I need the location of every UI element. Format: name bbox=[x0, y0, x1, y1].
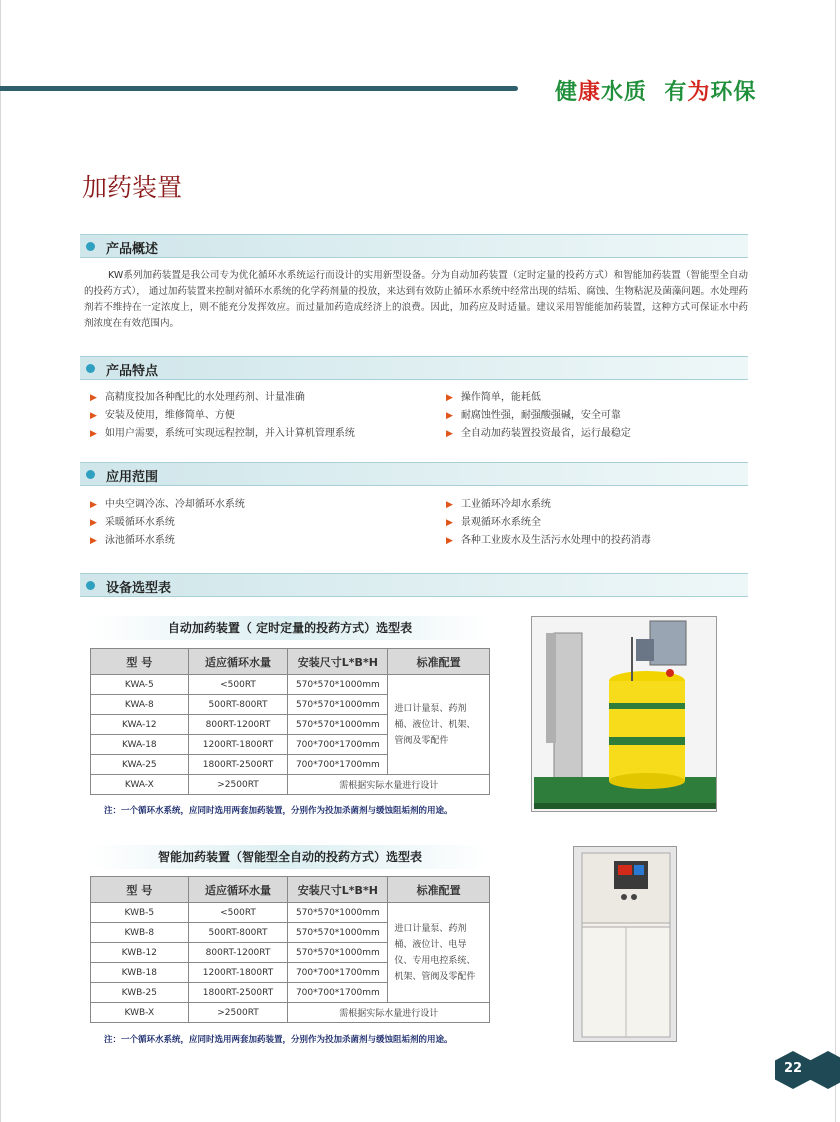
list-item-text: 安装及使用，维修简单、方便 bbox=[104, 410, 235, 421]
slogan-char: 水质 bbox=[601, 80, 648, 105]
page-number: 22 bbox=[783, 1061, 803, 1076]
overview-paragraph: KW系列加药装置是我公司专为优化循环水系统运行而设计的实用新型设备。分为自动加药装置（定时定量的投药方式）和智能加药装置（智能型全自动的投药方式）， 通过加药装置来控制对循环水系统的化学药剂量的投放，来达到有效防止循环水系统中经常出现的结垢、腐蚀、生物粘泥及菌藻问题。水处理药剂若不维持在一定浓度上，则不能充分发挥效应。而过量加药造成经济上的浪费。因此，加药应及时适量。建议采用智能能加药装置，这种方式可保证水中药剂浓度在有效范围内。 bbox=[84, 270, 748, 329]
arrow-right-icon: ▶ bbox=[446, 500, 453, 510]
table2-footnote: 注：一个循环水系统，应同时选用两套加药装置，分别作为投加杀菌剂与缓蚀阻垢剂的用途。 bbox=[104, 1035, 453, 1045]
table-row bbox=[91, 903, 490, 923]
table-header-row bbox=[91, 877, 490, 903]
list-item bbox=[446, 496, 651, 514]
table-cell: 1800RT-2500RT bbox=[188, 983, 288, 1003]
table-cell: 1200RT-1800RT bbox=[188, 735, 288, 755]
section-title: 产品概述 bbox=[106, 242, 159, 257]
bullet-dot-icon bbox=[86, 470, 95, 479]
table-cell: 570*570*1000mm bbox=[288, 943, 388, 963]
section-title: 产品特点 bbox=[106, 364, 159, 379]
table-cell: 570*570*1000mm bbox=[288, 923, 388, 943]
overview-text bbox=[84, 268, 748, 332]
section-header-applications bbox=[80, 462, 748, 486]
table2-caption: 智能加药装置（智能型全自动的投药方式）选型表 bbox=[90, 845, 490, 869]
list-item bbox=[90, 514, 245, 532]
applications-left-list bbox=[90, 496, 245, 550]
section-header-overview bbox=[80, 234, 748, 258]
table-cell: KWA-25 bbox=[91, 755, 189, 775]
page-title: 加药装置 bbox=[82, 173, 183, 202]
table-row bbox=[91, 675, 490, 695]
arrow-right-icon: ▶ bbox=[446, 411, 453, 421]
table-cell: 570*570*1000mm bbox=[288, 675, 388, 695]
table-cell: KWB-18 bbox=[91, 963, 189, 983]
table1-caption: 自动加药装置（ 定时定量的投药方式）选型表 bbox=[90, 616, 490, 640]
list-item-text: 工业循环冷却水系统 bbox=[460, 499, 551, 510]
table-cell: 570*570*1000mm bbox=[288, 715, 388, 735]
list-item-text: 操作简单，能耗低 bbox=[460, 392, 541, 403]
config-cell: 进口计量泵、药剂桶、液位计、电导仪、专用电控系统、机架、管阀及零配件 bbox=[388, 903, 490, 1003]
table-cell: KWA-12 bbox=[91, 715, 189, 735]
table-cell: KWB-25 bbox=[91, 983, 189, 1003]
list-item-text: 中央空调冷冻、冷却循环水系统 bbox=[104, 499, 245, 510]
list-item-text: 各种工业废水及生活污水处理中的投药消毒 bbox=[460, 535, 651, 546]
arrow-right-icon: ▶ bbox=[90, 429, 97, 439]
slogan bbox=[555, 75, 756, 106]
slogan-char: 为 bbox=[687, 80, 711, 105]
table-cell: 需根据实际水量进行设计 bbox=[288, 775, 490, 795]
list-item-text: 全自动加药装置投资最省，运行最稳定 bbox=[460, 428, 631, 439]
arrow-right-icon: ▶ bbox=[446, 393, 453, 403]
list-item-text: 采暖循环水系统 bbox=[104, 517, 175, 528]
list-item bbox=[90, 425, 355, 443]
table-cell: 500RT-800RT bbox=[188, 695, 288, 715]
column-header: 型 号 bbox=[91, 649, 189, 675]
table-row bbox=[91, 775, 490, 795]
list-item bbox=[90, 389, 355, 407]
list-item bbox=[90, 407, 355, 425]
table-cell: KWB-8 bbox=[91, 923, 189, 943]
list-item bbox=[446, 407, 631, 425]
features-left-list bbox=[90, 389, 355, 443]
applications-right-list bbox=[446, 496, 651, 550]
slogan-char: 环保 bbox=[710, 80, 757, 105]
smart-dosing-device-photo bbox=[573, 846, 677, 1042]
table-cell: KWB-5 bbox=[91, 903, 189, 923]
arrow-right-icon: ▶ bbox=[446, 429, 453, 439]
config-cell: 进口计量泵、药剂桶、液位计、机架、管阀及零配件 bbox=[388, 675, 490, 775]
table-cell: 700*700*1700mm bbox=[288, 755, 388, 775]
table-cell: 1800RT-2500RT bbox=[188, 755, 288, 775]
list-item-text: 如用户需要，系统可实现远程控制，并入计算机管理系统 bbox=[104, 428, 355, 439]
table2 bbox=[90, 876, 490, 1023]
table-cell: 需根据实际水量进行设计 bbox=[288, 1003, 490, 1023]
section-title: 设备选型表 bbox=[106, 581, 172, 596]
table-cell: 700*700*1700mm bbox=[288, 963, 388, 983]
arrow-right-icon: ▶ bbox=[90, 518, 97, 528]
list-item bbox=[446, 514, 651, 532]
list-item bbox=[90, 532, 245, 550]
table-cell: 570*570*1000mm bbox=[288, 695, 388, 715]
slogan-char: 康 bbox=[578, 80, 602, 105]
table-cell: KWB-12 bbox=[91, 943, 189, 963]
table-cell: KWA-5 bbox=[91, 675, 189, 695]
smart-dosing-device-illustration bbox=[574, 847, 677, 1042]
table-row bbox=[91, 1003, 490, 1023]
table-cell: KWA-X bbox=[91, 775, 189, 795]
bullet-dot-icon bbox=[86, 364, 95, 373]
column-header: 安装尺寸L*B*H bbox=[288, 877, 388, 903]
table-cell: 800RT-1200RT bbox=[188, 943, 288, 963]
table-cell: <500RT bbox=[188, 675, 288, 695]
arrow-right-icon: ▶ bbox=[90, 500, 97, 510]
table-cell: 700*700*1700mm bbox=[288, 983, 388, 1003]
list-item-text: 泳池循环水系统 bbox=[104, 535, 175, 546]
arrow-right-icon: ▶ bbox=[90, 536, 97, 546]
list-item bbox=[446, 532, 651, 550]
table-cell: KWB-X bbox=[91, 1003, 189, 1023]
column-header: 标准配置 bbox=[388, 649, 490, 675]
features-right-list bbox=[446, 389, 631, 443]
column-header: 安装尺寸L*B*H bbox=[288, 649, 388, 675]
list-item-text: 耐腐蚀性强，耐强酸强碱，安全可靠 bbox=[460, 410, 621, 421]
column-header: 适应循环水量 bbox=[188, 877, 288, 903]
table1 bbox=[90, 648, 490, 795]
table-cell: 570*570*1000mm bbox=[288, 903, 388, 923]
column-header: 型 号 bbox=[91, 877, 189, 903]
table1-footnote: 注：一个循环水系统，应同时选用两套加药装置，分别作为投加杀菌剂与缓蚀阻垢剂的用途。 bbox=[104, 806, 453, 816]
column-header: 适应循环水量 bbox=[188, 649, 288, 675]
bullet-dot-icon bbox=[86, 242, 95, 251]
section-header-selection bbox=[80, 573, 748, 597]
list-item bbox=[446, 389, 631, 407]
table-cell: 800RT-1200RT bbox=[188, 715, 288, 735]
hexagon-decoration-icon bbox=[808, 1050, 840, 1090]
section-header-features bbox=[80, 356, 748, 380]
arrow-right-icon: ▶ bbox=[446, 518, 453, 528]
table-cell: 500RT-800RT bbox=[188, 923, 288, 943]
table-cell: KWA-8 bbox=[91, 695, 189, 715]
slogan-char: 有 bbox=[664, 80, 688, 105]
table-cell: 700*700*1700mm bbox=[288, 735, 388, 755]
header-rule bbox=[0, 86, 518, 91]
list-item-text: 景观循环水系统全 bbox=[460, 517, 541, 528]
list-item bbox=[446, 425, 631, 443]
arrow-right-icon: ▶ bbox=[90, 411, 97, 421]
table-header-row bbox=[91, 649, 490, 675]
table-cell: <500RT bbox=[188, 903, 288, 923]
slogan-char: 健 bbox=[555, 80, 579, 105]
column-header: 标准配置 bbox=[388, 877, 490, 903]
auto-dosing-device-illustration bbox=[532, 617, 717, 812]
table-cell: >2500RT bbox=[188, 1003, 288, 1023]
list-item bbox=[90, 496, 245, 514]
section-title: 应用范围 bbox=[106, 470, 159, 485]
page-number-badge bbox=[773, 1050, 813, 1090]
arrow-right-icon: ▶ bbox=[90, 393, 97, 403]
list-item-text: 高精度投加各种配比的水处理药剂、计量准确 bbox=[104, 392, 305, 403]
auto-dosing-device-photo bbox=[531, 616, 717, 812]
table-cell: 1200RT-1800RT bbox=[188, 963, 288, 983]
arrow-right-icon: ▶ bbox=[446, 536, 453, 546]
table-cell: KWA-18 bbox=[91, 735, 189, 755]
bullet-dot-icon bbox=[86, 581, 95, 590]
table-cell: >2500RT bbox=[188, 775, 288, 795]
